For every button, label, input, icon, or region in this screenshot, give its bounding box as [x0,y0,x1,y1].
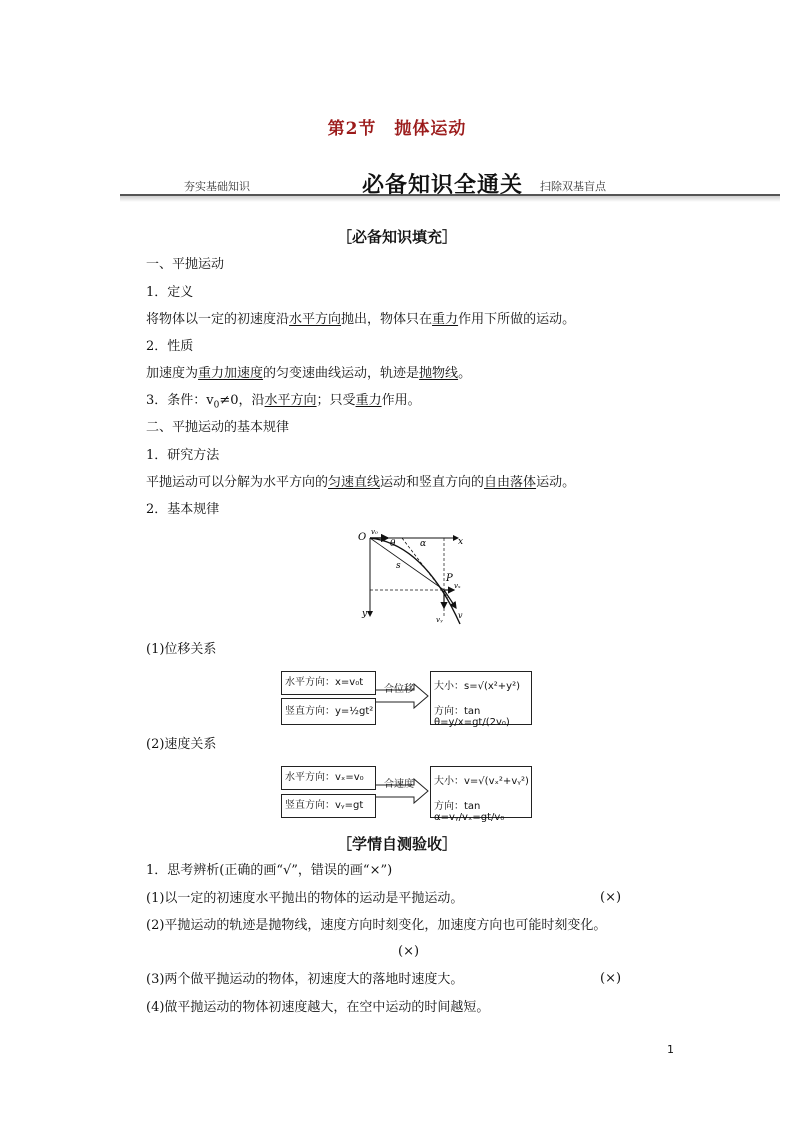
definition-text [146,311,575,329]
text-fragment: 的匀变速曲线运动，轨迹是 [263,366,420,381]
text-fragment: 作用。 [381,393,421,408]
answer-1: (×) [600,890,622,905]
banner-center: 必备知识全通关 [362,172,524,198]
blank-answer: 重力加速度 [198,366,264,381]
property-text [146,365,471,383]
text-fragment: 将物体以一定的初速度沿 [146,312,290,327]
text-fragment: 加速度为 [146,366,199,381]
displacement-line [370,538,444,590]
heading-definition [146,284,193,302]
label-x: x [458,537,464,547]
blank-answer: 匀速直线 [328,475,381,490]
text-fragment: 作用下所做的运动。 [458,312,576,327]
subscript: 0 [213,400,220,411]
condition-text [146,392,421,415]
item-3: (3)两个做平抛运动的物体，初速度大的落地时速度大。 [146,972,464,987]
vel-result-box [430,766,532,823]
text-fragment: ；只受 [316,393,356,408]
text-fragment: 抛出，物体只在 [341,312,433,327]
heading-method: 1．研究方法 [146,448,220,463]
v-vector [444,590,456,608]
blank-answer: 重力 [355,393,382,408]
heading-basic-laws: 2．基本规律 [146,502,220,517]
blank-answer: 重力 [432,312,459,327]
item-4: (4)做平抛运动的物体初速度越大，在空中运动的时间越短。 [146,1000,490,1015]
item-2: (2)平抛运动的轨迹是抛物线，速度方向时刻变化，加速度方向也可能时刻变化。 [146,918,607,933]
heading-laws: 二、平抛运动的基本规律 [146,420,290,435]
label-vx: vₓ [454,582,461,590]
text-fragment: 3．条件：v [146,393,214,408]
text-fragment: 运动。 [536,475,576,490]
section-heading-fill: ［必备知识填充］ [336,228,457,246]
projectile-diagram [354,524,474,634]
disp-result-box [430,671,532,728]
label-alpha: α [420,539,427,549]
page-title [0,114,794,139]
text-fragment: 平抛运动可以分解为水平方向的 [146,475,329,490]
banner-right: 扫除双基盲点 [540,180,606,193]
label-vy: vᵧ [436,616,443,624]
method-text [146,474,575,492]
disp-magnitude: 大小：s=√(x²+y²) [434,681,520,692]
vel-magnitude: 大小：v=√(vₓ²+vᵧ²) [434,776,529,787]
answer-2: (×) [398,944,420,959]
section-heading-selftest: ［学情自测验收］ [336,835,457,853]
displacement-label: (1)位移关系 [146,642,217,657]
label-P: P [446,573,453,584]
heading-projectile: 一、平抛运动 [146,257,225,272]
label-O: O [358,532,367,543]
label-y: y [362,609,368,619]
disp-horizontal-box: 水平方向：x=v₀t [281,671,376,695]
label-v: v [458,611,463,620]
blank-answer: 水平方向 [264,393,317,408]
label-theta: θ [390,539,396,549]
vel-direction: 方向：tan α=vᵧ/vₓ=gt/v₀ [434,801,505,823]
section-name: 抛体运动 [394,119,467,139]
heading-property: 2．性质 [146,339,194,354]
vel-vertical-box: 竖直方向：vᵧ=gt [281,794,376,818]
blank-answer: 水平方向 [289,312,342,327]
item-1: (1)以一定的初速度水平抛出的物体的运动是平抛运动。 [146,891,464,906]
disp-direction: 方向：tan θ=y/x=gt/(2v₀) [434,706,510,728]
text-fragment: 运动和竖直方向的 [380,475,485,490]
vel-combine-label: 合速度 [384,779,414,790]
text-fragment: 。 [458,366,472,381]
banner [120,168,780,202]
answer-3: (×) [600,971,622,986]
definition-label: 1．定义 [146,285,194,300]
vel-horizontal-box: 水平方向：vₓ=v₀ [281,766,376,790]
question-1: 1．思考辨析(正确的画“√”，错误的画“×”) [146,863,393,878]
text-fragment: ≠0，沿 [219,393,265,408]
section-number: 第2节 [327,119,377,139]
label-s: s [396,561,401,571]
label-v0: v₀ [371,528,378,536]
disp-combine-label: 合位移 [384,684,414,695]
blank-answer: 自由落体 [484,475,537,490]
velocity-label: (2)速度关系 [146,737,217,752]
banner-left: 夯实基础知识 [184,180,250,193]
disp-vertical-box: 竖直方向：y=½gt² [281,698,376,725]
blank-answer: 抛物线 [419,366,459,381]
page-number: 1 [667,1043,674,1056]
